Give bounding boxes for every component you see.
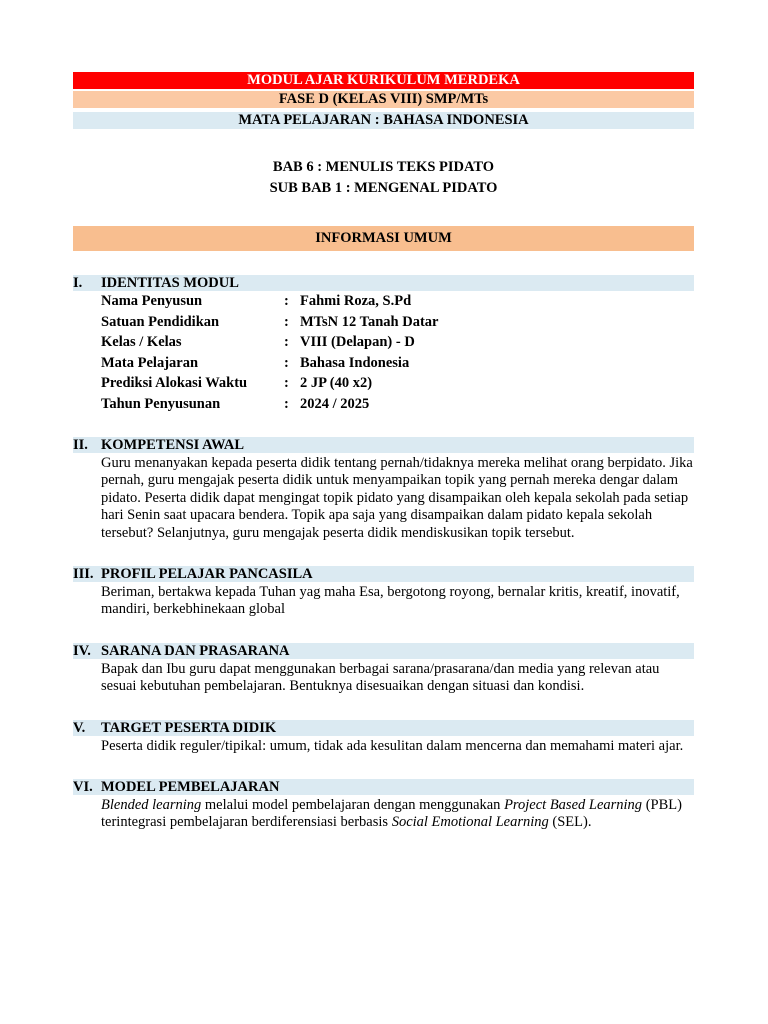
identity-row xyxy=(73,312,694,333)
section-title: MODEL PEMBELAJARAN xyxy=(101,779,280,796)
text-pbl: Project Based Learning xyxy=(504,797,643,814)
identity-colon: : xyxy=(284,293,289,309)
section-number: III. xyxy=(73,566,94,583)
section-heading xyxy=(73,779,694,795)
chapter-titles xyxy=(73,157,694,199)
identity-colon: : xyxy=(284,354,289,371)
text-blended-learning: Blended learning xyxy=(101,797,202,814)
section-heading xyxy=(73,437,694,453)
identity-row xyxy=(73,394,694,415)
identity-key: Satuan Pendidikan xyxy=(101,313,220,330)
section-text: Guru menanyakan kepada peserta didik tentang pernah/tidaknya mereka melihat orang berpidato. Jika pernah, guru mengajak peserta didik untuk menyampaikan topik yang pernah mereka dengar dalam pidato. Peserta didik dapat mengingat topik pidato yang disampaikan oleh kepala sekolah pada setiap hari Senin saat upacara bendera. Topik apa saja yang disampaikan dalam pidato kepala sekolah tersebut? Selanjutnya, guru mengajak peserta didik mendiskusikan topik tersebut. xyxy=(101,455,693,541)
section-heading xyxy=(73,275,694,291)
document-page xyxy=(73,72,694,832)
identity-colon: : xyxy=(284,375,289,391)
identity-row xyxy=(73,353,694,374)
identity-value: 2024 / 2025 xyxy=(300,395,370,412)
section-text: Bapak dan Ibu guru dapat menggunakan berbagai sarana/prasarana/dan media yang relevan atau sesuai kebutuhan pembelajaran. Bentuknya disesuaikan dengan situasi dan kondisi. xyxy=(101,660,660,695)
text-sel: Social Emotional Learning xyxy=(391,814,549,831)
section-target xyxy=(73,720,694,755)
section-number: I. xyxy=(73,275,83,291)
section-title: PROFIL PELAJAR PANCASILA xyxy=(101,566,313,583)
info-umum-heading: INFORMASI UMUM xyxy=(73,226,694,251)
identity-key: Tahun Penyusunan xyxy=(101,395,221,412)
section-sarana xyxy=(73,643,694,696)
section-text xyxy=(73,797,694,832)
section-identitas xyxy=(73,275,694,414)
identity-value: VIII (Delapan) - D xyxy=(300,334,415,350)
text-segment: melalui model pembelajaran dengan menggunakan xyxy=(201,797,505,814)
section-title: SARANA DAN PRASARANA xyxy=(101,642,290,659)
section-text: Beriman, bertakwa kepada Tuhan yag maha Esa, bergotong royong, bernalar kritis, kreatif, inovatif, mandiri, berkebhinekaan global xyxy=(101,584,680,618)
module-title-band: MODUL AJAR KURIKULUM MERDEKA xyxy=(73,72,694,89)
identity-colon: : xyxy=(284,395,289,412)
identity-key: Nama Penyusun xyxy=(101,293,203,309)
identity-value: Bahasa Indonesia xyxy=(300,354,410,371)
identity-value: MTsN 12 Tanah Datar xyxy=(300,313,439,330)
text-segment: (SEL). xyxy=(548,814,592,831)
section-text: Peserta didik reguler/tipikal: umum, tidak ada kesulitan dalam mencerna dan memahami materi ajar. xyxy=(101,737,684,754)
chapter-title: BAB 6 : MENULIS TEKS PIDATO xyxy=(272,159,495,175)
section-title: KOMPETENSI AWAL xyxy=(101,437,245,453)
identity-colon: : xyxy=(284,334,289,350)
subchapter-title: SUB BAB 1 : MENGENAL PIDATO xyxy=(269,180,498,196)
section-heading xyxy=(73,720,694,736)
text-segment: (PBL) terintegrasi pembelajaran berdiferensiasi berbasis xyxy=(101,797,682,831)
section-title: TARGET PESERTA DIDIK xyxy=(101,719,277,736)
section-heading xyxy=(73,566,694,582)
section-model xyxy=(73,779,694,832)
identity-row xyxy=(73,291,694,312)
section-number: IV. xyxy=(73,642,91,659)
identity-value: 2 JP (40 x2) xyxy=(300,375,373,391)
phase-band: FASE D (KELAS VIII) SMP/MTs xyxy=(73,91,694,108)
identity-key: Mata Pelajaran xyxy=(101,354,199,371)
identity-key: Prediksi Alokasi Waktu xyxy=(101,375,248,391)
section-profil xyxy=(73,566,694,619)
section-heading xyxy=(73,643,694,659)
identity-row xyxy=(73,332,694,353)
section-number: V. xyxy=(73,719,86,736)
section-number: VI. xyxy=(73,779,93,796)
identity-colon: : xyxy=(284,313,289,330)
subject-band: MATA PELAJARAN : BAHASA INDONESIA xyxy=(73,112,694,129)
identity-key: Kelas / Kelas xyxy=(101,334,182,350)
identity-value: Fahmi Roza, S.Pd xyxy=(300,293,412,309)
section-title: IDENTITAS MODUL xyxy=(101,275,239,291)
section-number: II. xyxy=(73,437,88,453)
identity-row xyxy=(73,373,694,394)
section-kompetensi xyxy=(73,437,694,542)
